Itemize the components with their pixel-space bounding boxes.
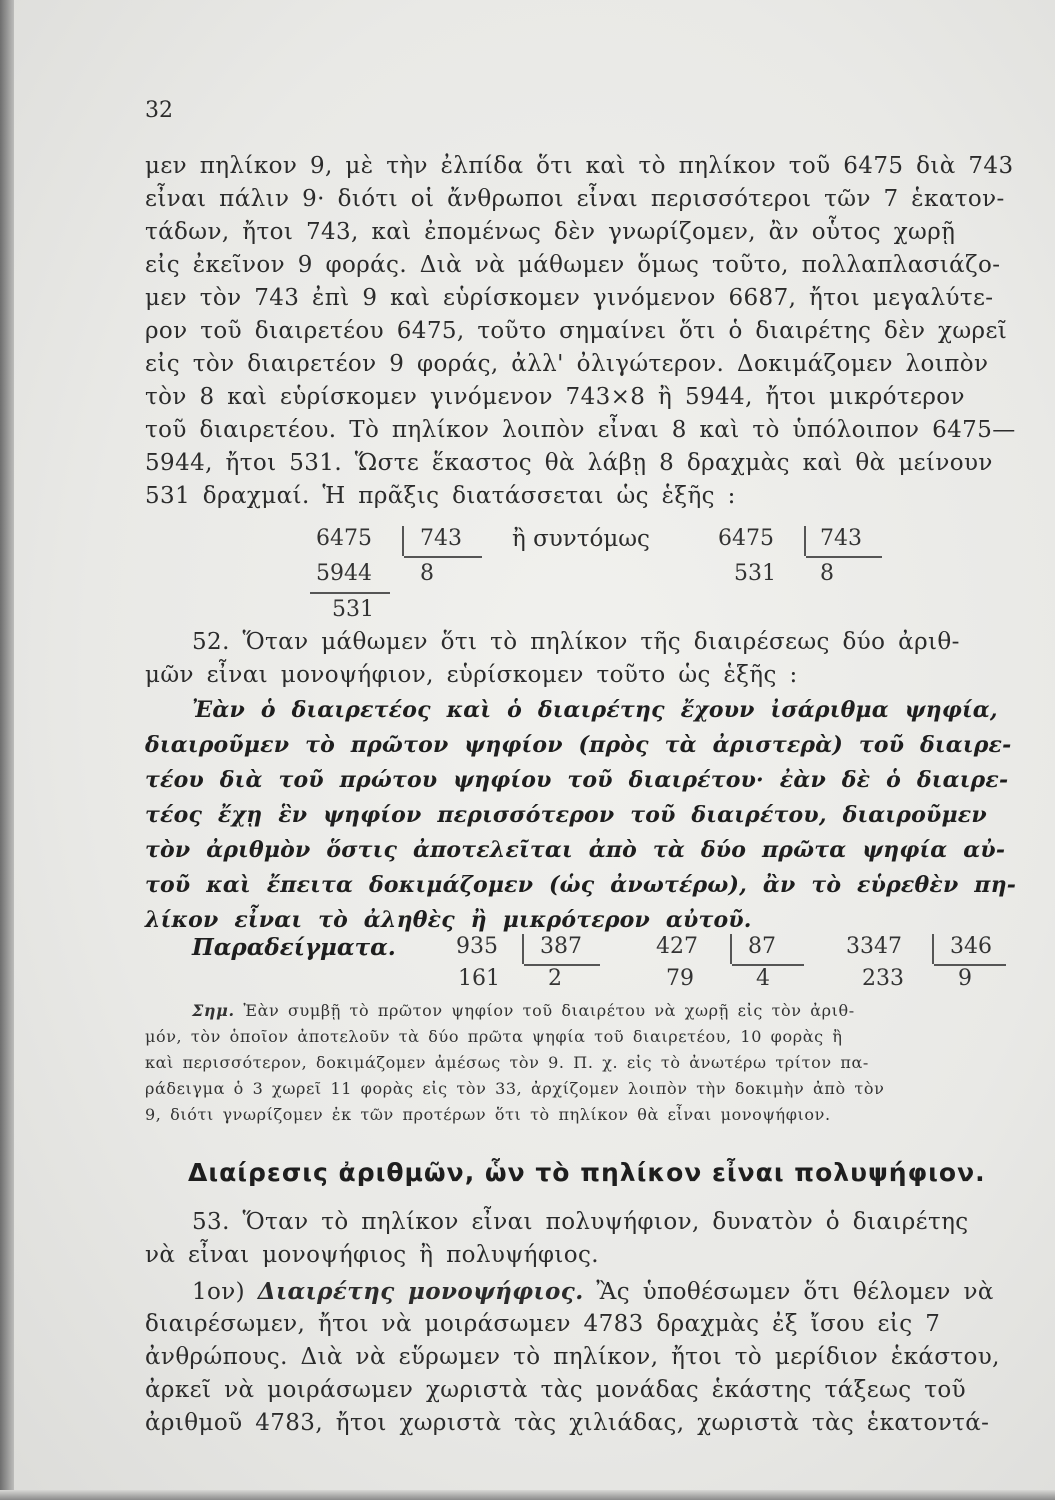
division-bar [932,934,934,964]
divisor: 87 [748,934,776,959]
text-line: μῶν εἶναι μονοψήφιον, εὑρίσκομεν τοῦτο ὡς ἑξῆς : [145,662,798,688]
divisor: 743 [820,526,862,551]
note-line [192,1001,1045,1020]
quotient: 8 [420,561,434,586]
text-line: μεν τὸν 743 ἐπὶ 9 καὶ εὑρίσκομεν γινόμενον 6687, ἤτοι μεγαλύτε- [145,285,994,311]
note-line: ράδειγμα ὁ 3 χωρεῖ 11 φορὰς εἰς τὸν 33, ἀρχίζομεν λοιπὸν τὴν δοκιμὴν ἀπὸ τὸν [145,1079,885,1098]
text-line: τοῦ διαιρετέου. Τὸ πηλίκον λοιπὸν εἶναι 8 καὶ τὸ ὑπόλοιπον 6475— [145,417,1016,443]
dividend: 6475 [718,526,774,551]
text-line: ἀρκεῖ νὰ μοιράσωμεν χωριστὰ τὰς μονάδας ἑκάστης τάξεως τοῦ [145,1377,966,1403]
division-bar [522,934,524,964]
division-bar [402,526,404,556]
text-line: ἀνθρώπους. Διὰ νὰ εὕρωμεν τὸ πηλίκον, ἤτοι τὸ μερίδιον ἑκάστου, [145,1344,1000,1370]
quotient: 8 [820,561,834,586]
quotient: 2 [548,966,562,991]
section-heading: Διαίρεσις ἀριθμῶν, ὧν τὸ πηλίκον εἶναι πολυψήφιον. [188,1158,986,1187]
case-title: Διαιρέτης μονοψήφιος. [257,1278,584,1305]
product: 5944 [316,561,372,586]
text-line: 531 δραχμαί. Ἡ πρᾶξις διατάσσεται ὡς ἑξῆς : [145,483,736,509]
dividend: 427 [656,934,698,959]
rule-line: Ἐὰν ὁ διαιρετέος καὶ ὁ διαιρέτης ἔχουν ἰσάριθμα ψηφία, [192,697,998,723]
text-line: τὸν 8 καὶ εὑρίσκομεν γινόμενον 743×8 ἢ 5944, ἤτοι μικρότερον [145,384,965,410]
remainder: 161 [458,966,500,991]
divisor: 743 [420,526,462,551]
text-line: μεν πηλίκον 9, μὲ τὴν ἐλπίδα ὅτι καὶ τὸ πηλίκον τοῦ 6475 διὰ 743 [145,153,1014,179]
dividend: 3347 [846,934,902,959]
remainder: 531 [734,561,776,586]
note-line: 9, διότι γνωρίζομεν ἐκ τῶν προτέρων ὅτι τὸ πηλίκον θὰ εἶναι μονοψήφιον. [145,1105,831,1124]
divisor-rule [806,556,882,558]
rule-line: διαιροῦμεν τὸ πρῶτον ψηφίον (πρὸς τὰ ἀριστερὰ) τοῦ διαιρε- [145,732,1012,758]
divisor: 346 [950,934,992,959]
remainder: 531 [332,597,374,622]
dividend: 6475 [316,526,372,551]
note-line: μόν, τὸν ὁποῖον ἀποτελοῦν τὰ δύο πρῶτα ψηφία τοῦ διαιρετέου, 10 φορὰς ἢ [145,1027,843,1046]
rule-line: τοῦ καὶ ἔπειτα δοκιμάζομεν (ὡς ἀνωτέρω), ἂν τὸ εὑρεθὲν πη- [145,872,1017,898]
page-number: 32 [145,98,173,123]
text-line: νὰ εἶναι μονοψήφιος ἢ πολυψήφιος. [145,1242,599,1268]
text-line: 53. Ὅταν τὸ πηλίκον εἶναι πολυψήφιον, δυνατὸν ὁ διαιρέτης [192,1209,969,1235]
note-line: καὶ περισσότερον, δοκιμάζομεν ἀμέσως τὸν 9. Π. χ. εἰς τὸ ἀνωτέρω τρίτον πα- [145,1053,869,1072]
note-label: Σημ. [192,1001,235,1020]
text-line: 5944, ἤτοι 531. Ὥστε ἕκαστος θὰ λάβῃ 8 δραχμὰς καὶ θὰ μείνουν [145,450,993,476]
examples-label: Παραδείγματα. [192,934,396,961]
rule-line: τὸν ἀριθμὸν ὅστις ἀποτελεῖται ἀπὸ τὰ δύο πρῶτα ψηφία αὐ- [145,837,1006,863]
text-line: εἰς τὸν διαιρετέον 9 φοράς, ἀλλ' ὀλιγώτερον. Δοκιμάζομεν λοιπὸν [145,351,989,377]
text-line: 52. Ὅταν μάθωμεν ὅτι τὸ πηλίκον τῆς διαιρέσεως δύο ἀριθ- [192,629,960,655]
rule-line: λίκον εἶναι τὸ ἀληθὲς ἢ μικρότερον αὐτοῦ. [145,907,752,933]
case-text: Ἂς ὑποθέσωμεν ὅτι θέλομεν νὰ [596,1279,994,1305]
text-line [192,1278,1045,1305]
division-bar [804,526,806,556]
short-form-label: ἢ συντόμως [512,526,650,552]
text-line: τάδων, ἤτοι 743, καὶ ἐπομένως δὲν γνωρίζομεν, ἂν οὗτος χωρῇ [145,219,956,245]
remainder: 79 [666,966,694,991]
text-line: εἰς ἐκεῖνον 9 φοράς. Διὰ νὰ μάθωμεν ὅμως τοῦτο, πολλαπλασιάζο- [145,252,1001,278]
dividend: 935 [456,934,498,959]
rule-line: τέος ἔχῃ ἓν ψηφίον περισσότερον τοῦ διαιρέτου, διαιροῦμεν [145,802,987,828]
subtraction-rule [310,592,390,594]
quotient: 9 [958,966,972,991]
quotient: 4 [756,966,770,991]
text-line: διαιρέσωμεν, ἤτοι νὰ μοιράσωμεν 4783 δραχμὰς ἐξ ἴσου εἰς 7 [145,1311,941,1337]
divisor-rule [524,964,600,966]
note-text: Ἐὰν συμβῇ τὸ πρῶτον ψηφίον τοῦ διαιρέτου νὰ χωρῇ εἰς τὸν ἀριθ- [243,1001,855,1020]
remainder: 233 [862,966,904,991]
divisor-rule [404,556,482,558]
divisor: 387 [540,934,582,959]
text-line: εἶναι πάλιν 9· διότι οἱ ἄνθρωποι εἶναι περισσότεροι τῶν 7 ἑκατον- [145,186,1005,212]
case-number: 1ον) [192,1279,246,1305]
text-line: ἀριθμοῦ 4783, ἤτοι χωριστὰ τὰς χιλιάδας, χωριστὰ τὰς ἑκατοντά- [145,1410,990,1436]
text-line: ρον τοῦ διαιρετέου 6475, τοῦτο σημαίνει ὅτι ὁ διαιρέτης δὲν χωρεῖ [145,318,1008,344]
rule-line: τέου διὰ τοῦ πρώτου ψηφίου τοῦ διαιρέτου· ἐὰν δὲ ὁ διαιρε- [145,767,1009,793]
division-bar [730,934,732,964]
